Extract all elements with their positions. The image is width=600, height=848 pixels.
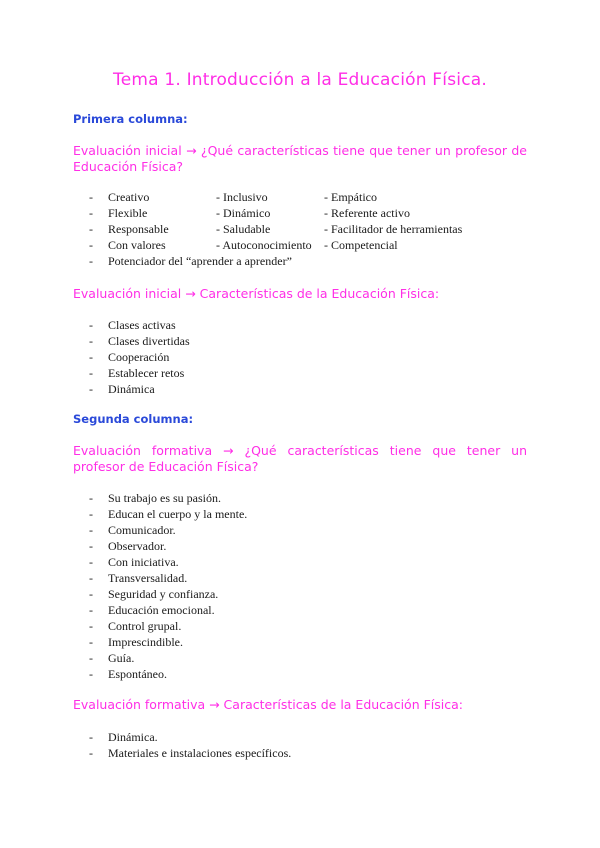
- list-item: [89, 333, 190, 349]
- grid-cell: - Competencial: [324, 238, 398, 252]
- list-item-text: Clases divertidas: [108, 334, 190, 348]
- list-item: [89, 586, 247, 602]
- list-item-text: Educación emocional.: [108, 603, 215, 617]
- bullet-dash: -: [89, 350, 93, 364]
- question-formativa-educacion: Evaluación formativa → Características de la Educación Física:: [73, 697, 463, 712]
- list-item-text: Educan el cuerpo y la mente.: [108, 507, 248, 521]
- grid-cell: Potenciador del “aprender a aprender”: [108, 254, 292, 268]
- bullet-dash: -: [89, 507, 93, 521]
- grid-cell: - Empático: [324, 190, 377, 204]
- bullet-dash: -: [89, 619, 93, 633]
- grid-cell: - Dinámico: [216, 206, 271, 220]
- bullet-dash: -: [89, 382, 93, 396]
- bullet-dash: -: [89, 746, 93, 760]
- grid-cell: Flexible: [108, 206, 148, 220]
- list-item: [89, 381, 190, 397]
- bullet-dash: -: [89, 254, 93, 268]
- bullet-dash: -: [89, 651, 93, 665]
- bullet-dash: -: [89, 539, 93, 553]
- list-item: [89, 602, 247, 618]
- list-item-text: Cooperación: [108, 350, 170, 364]
- grid-cell: - Referente activo: [324, 206, 410, 220]
- list-item-text: Control grupal.: [108, 619, 182, 633]
- list-item-text: Clases activas: [108, 318, 176, 332]
- bullet-dash: -: [89, 206, 93, 220]
- list-item: [89, 365, 190, 381]
- list-inicial-educacion: [89, 317, 190, 397]
- grid-cell: Creativo: [108, 190, 150, 204]
- list-item-text: Dinámica.: [108, 730, 158, 744]
- grid-cell: Responsable: [108, 222, 169, 236]
- list-item: [89, 554, 247, 570]
- list-item: [89, 506, 247, 522]
- list-item: [89, 650, 247, 666]
- list-item-text: Su trabajo es su pasión.: [108, 491, 221, 505]
- list-formativa-profesor: [89, 490, 247, 682]
- section-heading-primera: Primera columna:: [73, 112, 188, 126]
- bullet-dash: -: [89, 238, 93, 252]
- list-item: [89, 538, 247, 554]
- grid-cell: - Saludable: [216, 222, 271, 236]
- question-inicial-educacion: Evaluación inicial → Características de la Educación Física:: [73, 286, 440, 301]
- list-item: [89, 729, 291, 745]
- list-item-text: Con iniciativa.: [108, 555, 179, 569]
- list-item-text: Establecer retos: [108, 366, 185, 380]
- list-item: [89, 349, 190, 365]
- list-item: [89, 522, 247, 538]
- bullet-dash: -: [89, 587, 93, 601]
- bullet-dash: -: [89, 603, 93, 617]
- bullet-dash: -: [89, 730, 93, 744]
- list-item-text: Seguridad y confianza.: [108, 587, 219, 601]
- bullet-dash: -: [89, 318, 93, 332]
- list-item-text: Guía.: [108, 651, 135, 665]
- list-item-text: Observador.: [108, 539, 167, 553]
- list-item: [89, 317, 190, 333]
- grid-cell: Con valores: [108, 238, 166, 252]
- bullet-dash: -: [89, 635, 93, 649]
- bullet-dash: -: [89, 190, 93, 204]
- list-item-text: Espontáneo.: [108, 667, 167, 681]
- list-item-text: Transversalidad.: [108, 571, 188, 585]
- list-item: [89, 745, 291, 761]
- bullet-dash: -: [89, 366, 93, 380]
- bullet-dash: -: [89, 571, 93, 585]
- list-item-text: Comunicador.: [108, 523, 176, 537]
- bullet-dash: -: [89, 667, 93, 681]
- bullet-dash: -: [89, 523, 93, 537]
- question-inicial-profesor: Evaluación inicial → ¿Qué características tiene que tener un profesor de Educación Física?: [73, 143, 527, 174]
- bullet-dash: -: [89, 222, 93, 236]
- list-item-text: Materiales e instalaciones específicos.: [108, 746, 292, 760]
- bullet-dash: -: [89, 334, 93, 348]
- bullet-dash: -: [89, 555, 93, 569]
- list-item: [89, 570, 247, 586]
- list-item: [89, 490, 247, 506]
- grid-cell: - Inclusivo: [216, 190, 268, 204]
- grid-cell: - Autoconocimiento: [216, 238, 312, 252]
- list-item: [89, 618, 247, 634]
- list-item-text: Imprescindible.: [108, 635, 183, 649]
- page-title: Tema 1. Introducción a la Educación Física.: [113, 70, 487, 90]
- grid-cell: - Facilitador de herramientas: [324, 222, 463, 236]
- list-item: [89, 634, 247, 650]
- list-formativa-educacion: [89, 729, 291, 761]
- section-heading-segunda: Segunda columna:: [73, 412, 194, 426]
- list-item: [89, 666, 247, 682]
- list-item-text: Dinámica: [108, 382, 155, 396]
- bullet-dash: -: [89, 491, 93, 505]
- question-formativa-profesor: Evaluación formativa → ¿Qué características tiene que tener un profesor de Educación Física?: [73, 443, 527, 474]
